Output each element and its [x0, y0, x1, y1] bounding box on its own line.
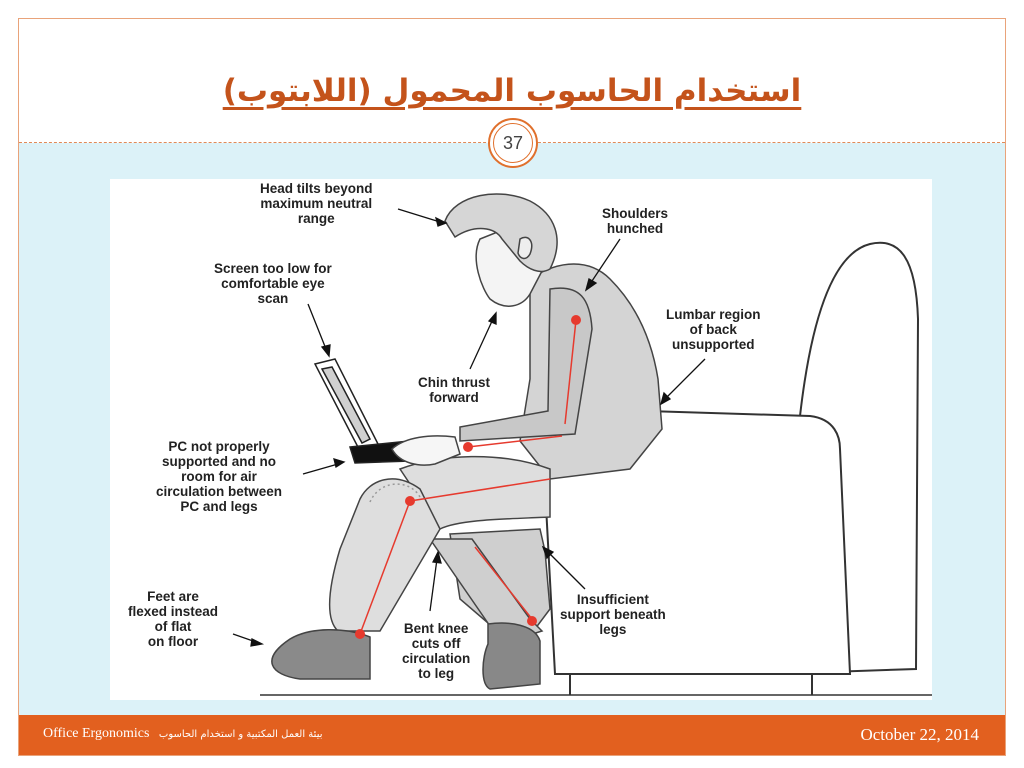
- callout-lumbar-unsupported: Lumbar region of back unsupported: [666, 307, 761, 352]
- course-title-en: Office Ergonomics: [43, 726, 150, 741]
- slide-frame: [18, 18, 1006, 756]
- callout-insufficient-support: Insufficient support beneath legs: [560, 592, 666, 637]
- callout-shoulders-hunched: Shoulders hunched: [602, 206, 669, 236]
- callout-head-tilt: Head tilts beyond maximum neutral range: [260, 181, 373, 226]
- callout-bent-knee: Bent knee cuts off circulation to leg: [402, 621, 471, 681]
- slide-title: استخدام الحاسوب المحمول (اللابتوب): [222, 73, 802, 109]
- page-number: 37: [493, 123, 533, 163]
- callout-chin-forward: Chin thrust forward: [418, 375, 490, 405]
- callout-screen-too-low: Screen too low for comfortable eye scan: [214, 261, 332, 306]
- course-title-ar: بيئة العمل المكتبية و استخدام الحاسوب: [158, 729, 323, 740]
- footer-date: October 22, 2014: [860, 725, 979, 744]
- callout-feet-flexed: Feet are flexed instead of flat on floor: [128, 589, 219, 649]
- callout-pc-not-supported: PC not properly supported and no room for air circulation between PC and legs: [156, 439, 283, 514]
